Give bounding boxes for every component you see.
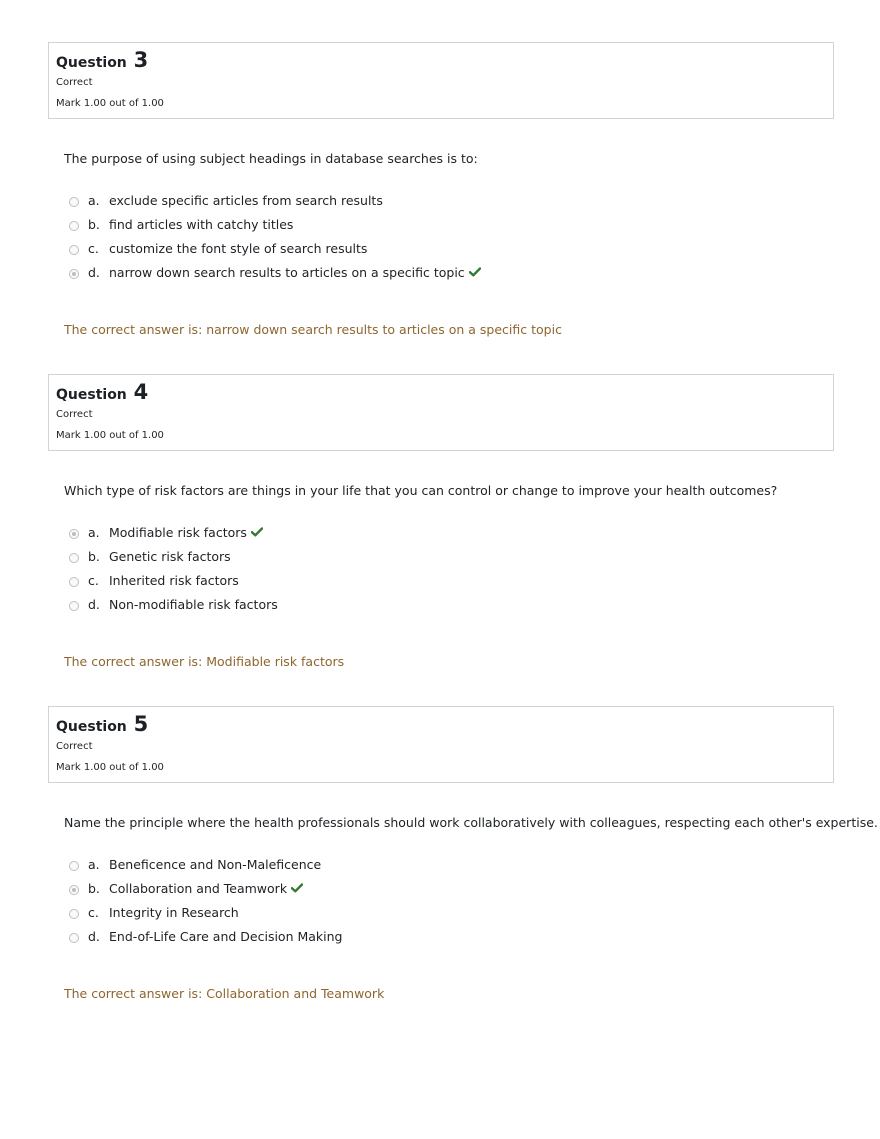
question-number: 4 — [133, 380, 149, 404]
answer-letter: b. — [88, 880, 100, 896]
question-number: 5 — [133, 712, 149, 736]
answer-text: Genetic risk factors — [109, 548, 231, 564]
check-icon — [469, 265, 481, 280]
radio-icon[interactable] — [69, 909, 79, 919]
question-text: Which type of risk factors are things in your life that you can control or change to improve your health outcomes? — [64, 483, 778, 498]
answer-text: Inherited risk factors — [109, 572, 239, 588]
question-title — [56, 379, 826, 407]
correct-answer-feedback: The correct answer is: narrow down search results to articles on a specific topic — [64, 322, 562, 337]
answer-option[interactable] — [69, 188, 834, 212]
answer-option[interactable] — [69, 520, 834, 544]
radio-icon[interactable] — [69, 933, 79, 943]
radio-icon[interactable] — [69, 553, 79, 563]
question-info — [48, 42, 834, 119]
answer-text: Collaboration and Teamwork — [109, 880, 288, 896]
question-title — [56, 711, 826, 739]
answer-option[interactable] — [69, 260, 834, 284]
answer-option[interactable] — [69, 876, 834, 900]
answer-letter: a. — [88, 192, 100, 208]
answer-text: Modifiable risk factors — [109, 524, 247, 540]
answer-list — [69, 188, 834, 284]
radio-selected-icon[interactable] — [69, 885, 79, 895]
answer-list — [69, 520, 834, 616]
question-label: Question — [56, 55, 127, 71]
answer-letter: d. — [88, 264, 100, 280]
radio-icon[interactable] — [69, 245, 79, 255]
question-3 — [48, 42, 834, 337]
answer-letter: b. — [88, 548, 100, 564]
answer-option[interactable] — [69, 236, 834, 260]
answer-option[interactable] — [69, 852, 834, 876]
question-state: Correct — [56, 77, 93, 88]
answer-text: Non-modifiable risk factors — [109, 596, 278, 612]
question-state: Correct — [56, 409, 93, 420]
answer-letter: a. — [88, 524, 100, 540]
check-icon — [251, 525, 263, 540]
question-number: 3 — [133, 48, 149, 72]
answer-list — [69, 852, 834, 948]
answer-option[interactable] — [69, 544, 834, 568]
correct-answer-feedback: The correct answer is: Collaboration and Teamwork — [64, 986, 385, 1001]
radio-selected-icon[interactable] — [69, 269, 79, 279]
question-state: Correct — [56, 741, 93, 752]
question-grade: Mark 1.00 out of 1.00 — [56, 98, 164, 109]
radio-icon[interactable] — [69, 601, 79, 611]
answer-letter: c. — [88, 904, 99, 920]
question-title — [56, 47, 826, 75]
answer-text: find articles with catchy titles — [109, 216, 294, 232]
radio-selected-icon[interactable] — [69, 529, 79, 539]
answer-letter: c. — [88, 572, 99, 588]
question-text: The purpose of using subject headings in database searches is to: — [64, 151, 478, 166]
answer-text: narrow down search results to articles on a specific topic — [109, 264, 465, 280]
question-label: Question — [56, 387, 127, 403]
answer-letter: b. — [88, 216, 100, 232]
radio-icon[interactable] — [69, 861, 79, 871]
answer-letter: c. — [88, 240, 99, 256]
answer-letter: d. — [88, 928, 100, 944]
answer-option[interactable] — [69, 900, 834, 924]
correct-answer-feedback: The correct answer is: Modifiable risk factors — [64, 654, 345, 669]
question-5 — [48, 706, 878, 1001]
answer-letter: a. — [88, 856, 100, 872]
question-text: Name the principle where the health professionals should work collaboratively with colleagues, respecting each other's expertise. — [64, 815, 878, 830]
radio-icon[interactable] — [69, 577, 79, 587]
question-4 — [48, 374, 834, 669]
check-icon — [291, 881, 303, 896]
radio-icon[interactable] — [69, 197, 79, 207]
answer-option[interactable] — [69, 568, 834, 592]
answer-text: customize the font style of search results — [109, 240, 368, 256]
answer-text: End-of-Life Care and Decision Making — [109, 928, 343, 944]
answer-option[interactable] — [69, 592, 834, 616]
question-info — [48, 706, 834, 783]
answer-text: exclude specific articles from search results — [109, 192, 383, 208]
answer-letter: d. — [88, 596, 100, 612]
question-label: Question — [56, 719, 127, 735]
answer-option[interactable] — [69, 924, 834, 948]
question-grade: Mark 1.00 out of 1.00 — [56, 430, 164, 441]
radio-icon[interactable] — [69, 221, 79, 231]
answer-text: Integrity in Research — [109, 904, 239, 920]
answer-text: Beneficence and Non-Maleficence — [109, 856, 322, 872]
question-grade: Mark 1.00 out of 1.00 — [56, 762, 164, 773]
answer-option[interactable] — [69, 212, 834, 236]
question-info — [48, 374, 834, 451]
